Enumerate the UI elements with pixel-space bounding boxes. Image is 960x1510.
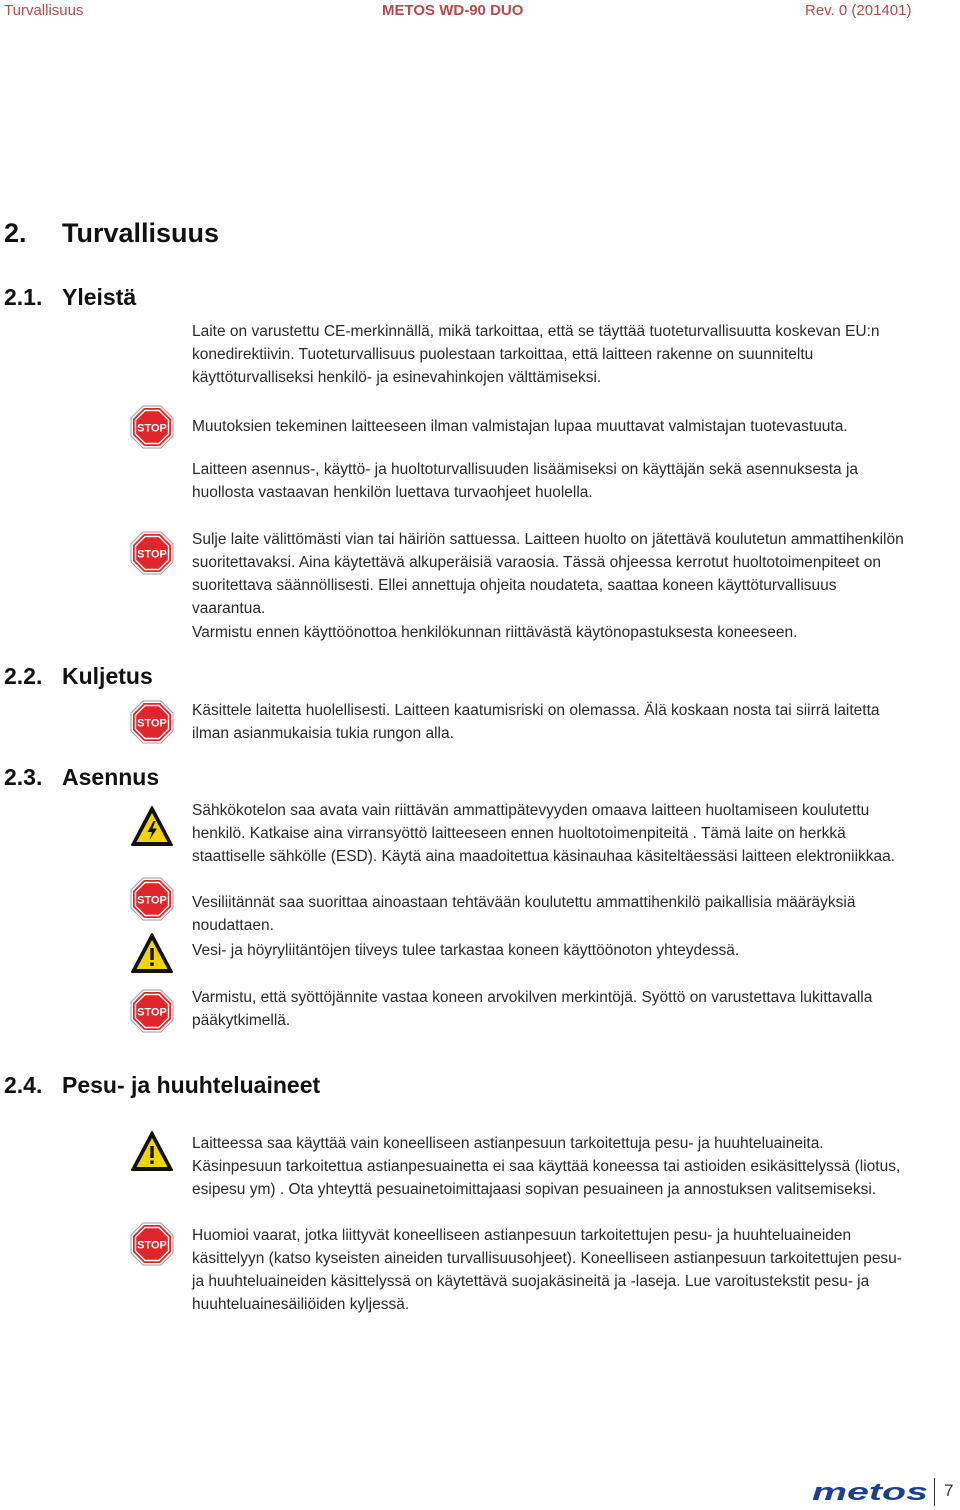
section-number: 2.4. xyxy=(4,1072,43,1098)
section-heading-2-1 xyxy=(4,284,136,311)
svg-text:STOP: STOP xyxy=(137,1239,167,1252)
section-number: 2. xyxy=(4,218,27,248)
running-header-section: Turvallisuus xyxy=(4,2,84,19)
paragraph-seal-check: Vesi- ja höyryliitäntöjen tiiveys tulee tarkastaa koneen käyttöönoton yhteydessä. xyxy=(192,942,740,959)
metos-logo xyxy=(812,1480,930,1504)
paragraph-supply-voltage: Varmistu, että syöttöjännite vastaa koneen arvokilven merkintöjä. Syöttö on varustettava lukittavalla pääkytkimellä. xyxy=(192,989,873,1029)
paragraph-fault-shutdown: Sulje laite välittömästi vian tai häiriön sattuessa. Laitteen huolto on jätettävä koulutetun ammattihenkilön suoritettavaksi. Aina käytettävä alkuperäisiä varaosia. Tässä ohjeessa kerrotut huoltotoimenpiteet on suoritettava säännöllisesti. Ellei annettuja ohjeita noudateta, saattaa koneen käyttöturvallisuus vaarantua. xyxy=(192,531,904,617)
stop-icon xyxy=(130,700,174,744)
page-number: 7 xyxy=(944,1481,954,1500)
warning-icon xyxy=(130,932,174,976)
svg-text:STOP: STOP xyxy=(137,894,167,907)
stop-icon xyxy=(130,405,174,449)
running-header-product: METOS WD-90 DUO xyxy=(382,2,524,19)
section-title: Turvallisuus xyxy=(62,218,220,248)
stop-icon xyxy=(130,877,174,921)
warning-icon xyxy=(130,1130,174,1174)
paragraph-water-connections: Vesiliitännät saa suorittaa ainoastaan tehtävään koulutettu ammattihenkilö paikallisia määräyksiä noudattaen. xyxy=(192,894,856,934)
paragraph-transport: Käsittele laitetta huolellisesti. Laitteen kaatumisriski on olemassa. Älä koskaan nosta tai siirrä laitetta ilman asianmukaisia tukia rungon alla. xyxy=(192,702,880,742)
section-title: Pesu- ja huuhteluaineet xyxy=(62,1072,321,1098)
svg-text:STOP: STOP xyxy=(137,548,167,561)
section-heading-2-4 xyxy=(4,1072,320,1099)
svg-text:STOP: STOP xyxy=(137,717,167,730)
svg-text:STOP: STOP xyxy=(137,422,167,435)
paragraph-electrical-cabinet: Sähkökotelon saa avata vain riittävän ammattipätevyyden omaava laitteen huoltamiseen koulutettu henkilö. Katkaise aina virransyöttö laitteeseen ennen huoltotoimenpiteitä . Tämä laite on herkkä staattiselle sähkölle (ESD). Käytä aina maadoitettua käsinauhaa käsiteltäessäsi laitteen elektroniikkaa. xyxy=(192,802,896,865)
paragraph-chemical-hazards: Huomioi vaarat, jotka liittyvät koneelliseen astianpesuun tarkoitettujen pesu- ja huuhteluaineiden käsittelyyn (katso kyseisten aineiden turvallisuusohjeet). Koneelliseen astianpesuun tarkoitettujen pesu- ja huuhteluaineiden käsittelyssä on käytettävä suojakäsineitä ja -laseja. Lue varoitustekstit pesu- ja huuhteluainesäiliöiden kyljessä. xyxy=(192,1227,902,1313)
stop-icon xyxy=(130,531,174,575)
stop-icon xyxy=(130,1222,174,1266)
stop-icon xyxy=(130,989,174,1033)
section-number: 2.3. xyxy=(4,764,43,790)
section-title: Yleistä xyxy=(62,284,137,310)
section-title: Kuljetus xyxy=(62,663,153,689)
section-heading-2-2 xyxy=(4,663,153,690)
paragraph-detergents: Laitteessa saa käyttää vain koneelliseen astianpesuun tarkoitettuja pesu- ja huuhteluaineita. Käsinpesuun tarkoitettua astianpesuainetta ei saa käyttää koneessa tai astioiden esikäsittelyssä (liotus, esipesu ym) . Ota yhteyttä pesuainetoimittajaasi sopivan pesuaineen ja annostuksen valitsemiseksi. xyxy=(192,1135,901,1198)
section-heading-2-3 xyxy=(4,764,159,791)
paragraph-modifications: Muutoksien tekeminen laitteeseen ilman valmistajan lupaa muuttavat valmistajan tuotevastuuta. xyxy=(192,418,848,435)
paragraph-staff-training: Varmistu ennen käyttöönottoa henkilökunnan riittävästä käytönopastuksesta koneeseen. xyxy=(192,624,798,641)
section-heading-2 xyxy=(4,218,219,249)
section-number: 2.2. xyxy=(4,663,43,689)
paragraph-ce-marking: Laite on varustettu CE-merkinnällä, mikä tarkoittaa, että se täyttää tuoteturvallisuutta koskevan EU:n konedirektiivin. Tuoteturvallisuus puolestaan tarkoittaa, että laitteen rakenne on suunniteltu käyttöturvalliseksi henkilö- ja esinevahinkojen välttämiseksi. xyxy=(192,323,880,386)
running-header-revision: Rev. 0 (201401) xyxy=(805,2,912,19)
section-number: 2.1. xyxy=(4,284,43,310)
electrical-hazard-icon xyxy=(130,805,174,849)
svg-text:STOP: STOP xyxy=(137,1006,167,1019)
footer-divider xyxy=(934,1478,935,1506)
section-title: Asennus xyxy=(62,764,160,790)
svg-text:metos: metos xyxy=(812,1480,928,1504)
paragraph-safety-instructions: Laitteen asennus-, käyttö- ja huoltoturvallisuuden lisäämiseksi on käyttäjän sekä asennuksesta ja huollosta vastaavan henkilön luettava turvaohjeet huolella. xyxy=(192,461,859,501)
